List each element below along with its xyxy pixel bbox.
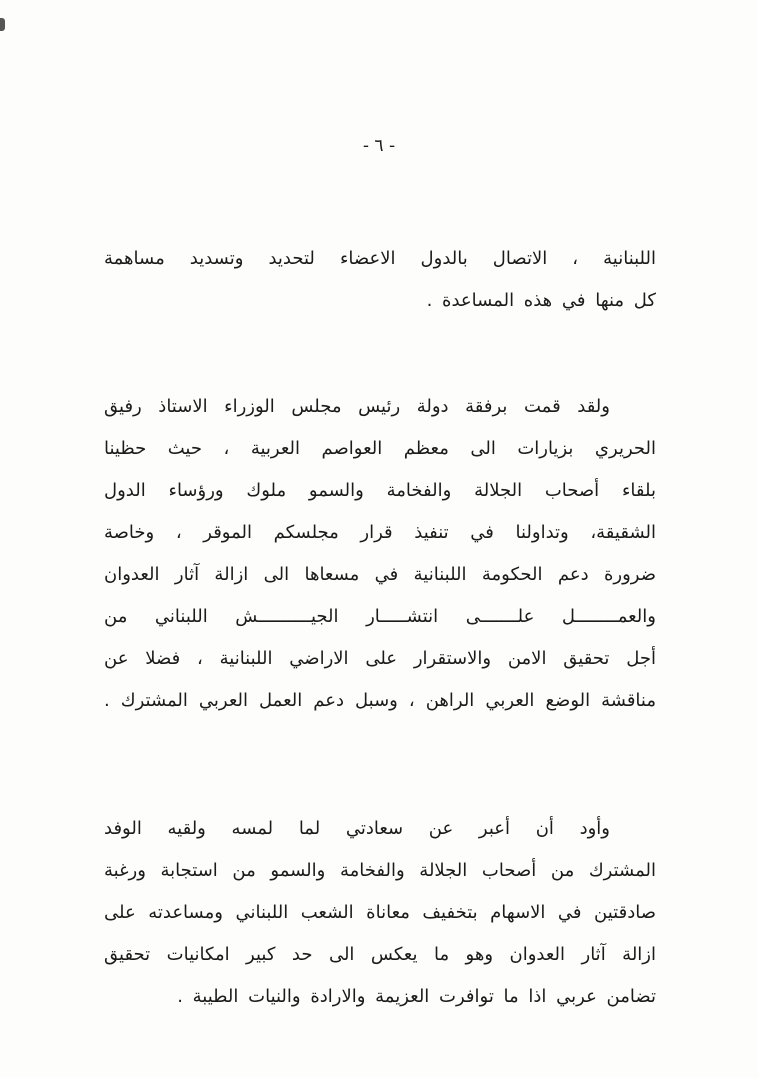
text-line: كل منها في هذه المساعدة . [426, 290, 656, 311]
text-line: المشترك من أصحاب الجلالة والفخامة والسمو من استجابة ورغبة [104, 860, 656, 881]
text-line: والعمــــــــل علـــــــى انتشـــــار الجيــــــــــش اللبناني من [104, 606, 656, 627]
text-line: الشقيقة، وتداولنا في تنفيذ قرار مجلسكم الموقر ، وخاصة [104, 522, 656, 543]
text-line: ولقد قمت برفقة دولة رئيس مجلس الوزراء الاستاذ رفيق [104, 396, 610, 417]
text-line: أجل تحقيق الامن والاستقرار على الاراضي اللبنانية ، فضلا عن [104, 648, 656, 669]
scan-artifact [0, 18, 5, 31]
text-line: اللبنانية ، الاتصال بالدول الاعضاء لتحديد وتسديد مساهمة [104, 248, 656, 269]
text-line: تضامن عربي اذا ما توافرت العزيمة والارادة والنيات الطيبة . [177, 986, 656, 1007]
page-number: - ٦ - [362, 136, 396, 156]
text-line: ضرورة دعم الحكومة اللبنانية في مسعاها الى ازالة آثار العدوان [104, 564, 656, 585]
paragraph [104, 238, 656, 322]
text-line: صادقتين في الاسهام بتخفيف معاناة الشعب اللبناني ومساعدته على [104, 902, 656, 923]
text-line: الحريري بزيارات الى معظم العواصم العربية ، حيث حظينا [104, 438, 656, 459]
text-line: بلقاء أصحاب الجلالة والفخامة والسمو ملوك ورؤساء الدول [104, 480, 656, 501]
text-line: ازالة آثار العدوان وهو ما يعكس الى حد كبير امكانيات تحقيق [104, 944, 656, 965]
paragraph [104, 386, 656, 722]
text-line: مناقشة الوضع العربي الراهن ، وسبل دعم العمل العربي المشترك . [104, 690, 656, 711]
text-body [0, 238, 758, 1018]
text-line: وأود أن أعبر عن سعادتي لما لمسه ولقيه الوفد [104, 818, 610, 839]
paragraph [104, 808, 656, 1018]
